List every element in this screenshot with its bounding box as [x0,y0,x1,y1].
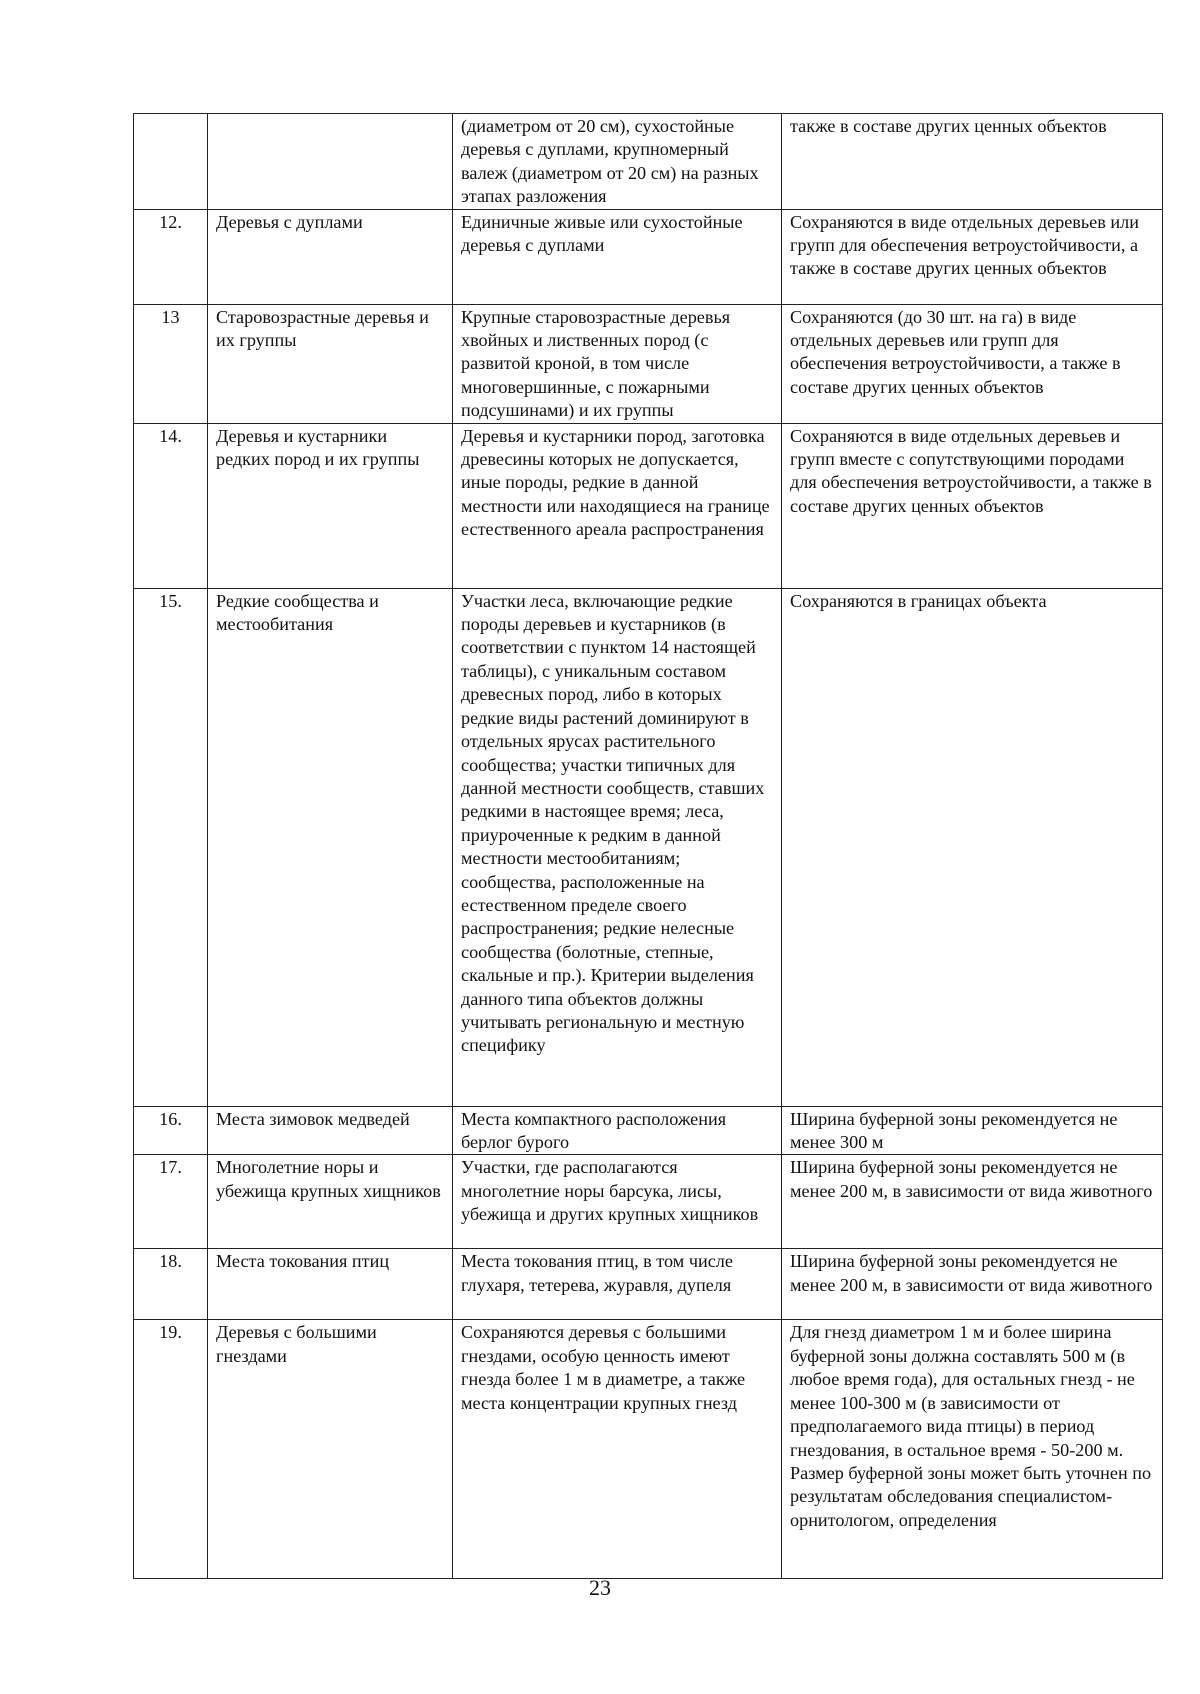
row-number: 14. [134,423,208,588]
object-description: (диаметром от 20 см), сухостойные деревья с дуплами, крупномерный валеж (диаметром от 20 см) на разных этапах разложения [453,114,782,210]
row-number: 13 [134,304,208,423]
object-description: Крупные старовозрастные деревья хвойных и лиственных пород (с развитой кроной, в том числе многовершинные, с пожарными подсушинами) и их группы [453,304,782,423]
table-row [134,114,1163,210]
object-description: Единичные живые или сухостойные деревья с дуплами [453,209,782,304]
row-number [134,114,208,210]
object-name: Деревья с дуплами [208,209,453,304]
row-number: 12. [134,209,208,304]
conservation-measures: Сохраняются в границах объекта [782,588,1163,1106]
row-number: 16. [134,1106,208,1155]
object-name: Деревья с большими гнездами [208,1320,453,1579]
table-row [134,1106,1163,1155]
conservation-measures: Ширина буферной зоны рекомендуется не менее 300 м [782,1106,1163,1155]
object-name: Места зимовок медведей [208,1106,453,1155]
object-name: Места токования птиц [208,1249,453,1320]
object-description: Места компактного расположения берлог бурого [453,1106,782,1155]
object-name [208,114,453,210]
table-row [134,1249,1163,1320]
page-number: 23 [589,1575,611,1600]
conservation-measures: Сохраняются в виде отдельных деревьев или групп для обеспечения ветроустойчивости, а также в составе других ценных объектов [782,209,1163,304]
conservation-measures: Сохраняются (до 30 шт. на га) в виде отдельных деревьев или групп для обеспечения ветроустойчивости, а также в составе других ценных объектов [782,304,1163,423]
object-description: Участки леса, включающие редкие породы деревьев и кустарников (в соответствии с пунктом 14 настоящей таблицы), с уникальным составом древесных пород, либо в которых редкие виды растений доминируют в отдельных ярусах растительного сообщества; участки типичных для данной местности сообществ, ставших редкими в настоящее время; леса, приуроченные к редким в данной местности местообитаниям; сообщества, расположенные на естественном пределе своего распространения; редкие нелесные сообщества (болотные, степные, скальные и пр.). Критерии выделения данного типа объектов должны учитывать региональную и местную специфику [453,588,782,1106]
object-description: Сохраняются деревья с большими гнездами, особую ценность имеют гнезда более 1 м в диаметре, а также места концентрации крупных гнезд [453,1320,782,1579]
conservation-measures: Ширина буферной зоны рекомендуется не менее 200 м, в зависимости от вида животного [782,1155,1163,1249]
conservation-measures: Сохраняются в виде отдельных деревьев и групп вместе с сопутствующими породами для обеспечения ветроустойчивости, а также в составе других ценных объектов [782,423,1163,588]
forest-objects-table [133,113,1163,1579]
table-row [134,1155,1163,1249]
table-row [134,1320,1163,1579]
table-row [134,304,1163,423]
object-description: Деревья и кустарники пород, заготовка древесины которых не допускается, иные породы, редкие в данной местности или находящиеся на границе естественного ареала распространения [453,423,782,588]
row-number: 17. [134,1155,208,1249]
row-number: 15. [134,588,208,1106]
row-number: 19. [134,1320,208,1579]
object-name: Многолетние норы и убежища крупных хищников [208,1155,453,1249]
row-number: 18. [134,1249,208,1320]
object-name: Деревья и кустарники редких пород и их группы [208,423,453,588]
table-row [134,588,1163,1106]
object-description: Места токования птиц, в том числе глухаря, тетерева, журавля, дупеля [453,1249,782,1320]
conservation-measures: также в составе других ценных объектов [782,114,1163,210]
table-row [134,209,1163,304]
object-name: Старовозрастные деревья и их группы [208,304,453,423]
table-row [134,423,1163,588]
object-description: Участки, где располагаются многолетние норы барсука, лисы, убежища и других крупных хищников [453,1155,782,1249]
conservation-measures: Для гнезд диаметром 1 м и более ширина буферной зоны должна составлять 500 м (в любое время года), для остальных гнезд - не менее 100-300 м (в зависимости от предполагаемого вида птицы) в период гнездования, в остальное время - 50-200 м. Размер буферной зоны может быть уточнен по результатам обследования специалистом-орнитологом, определения [782,1320,1163,1579]
object-name: Редкие сообщества и местообитания [208,588,453,1106]
conservation-measures: Ширина буферной зоны рекомендуется не менее 200 м, в зависимости от вида животного [782,1249,1163,1320]
